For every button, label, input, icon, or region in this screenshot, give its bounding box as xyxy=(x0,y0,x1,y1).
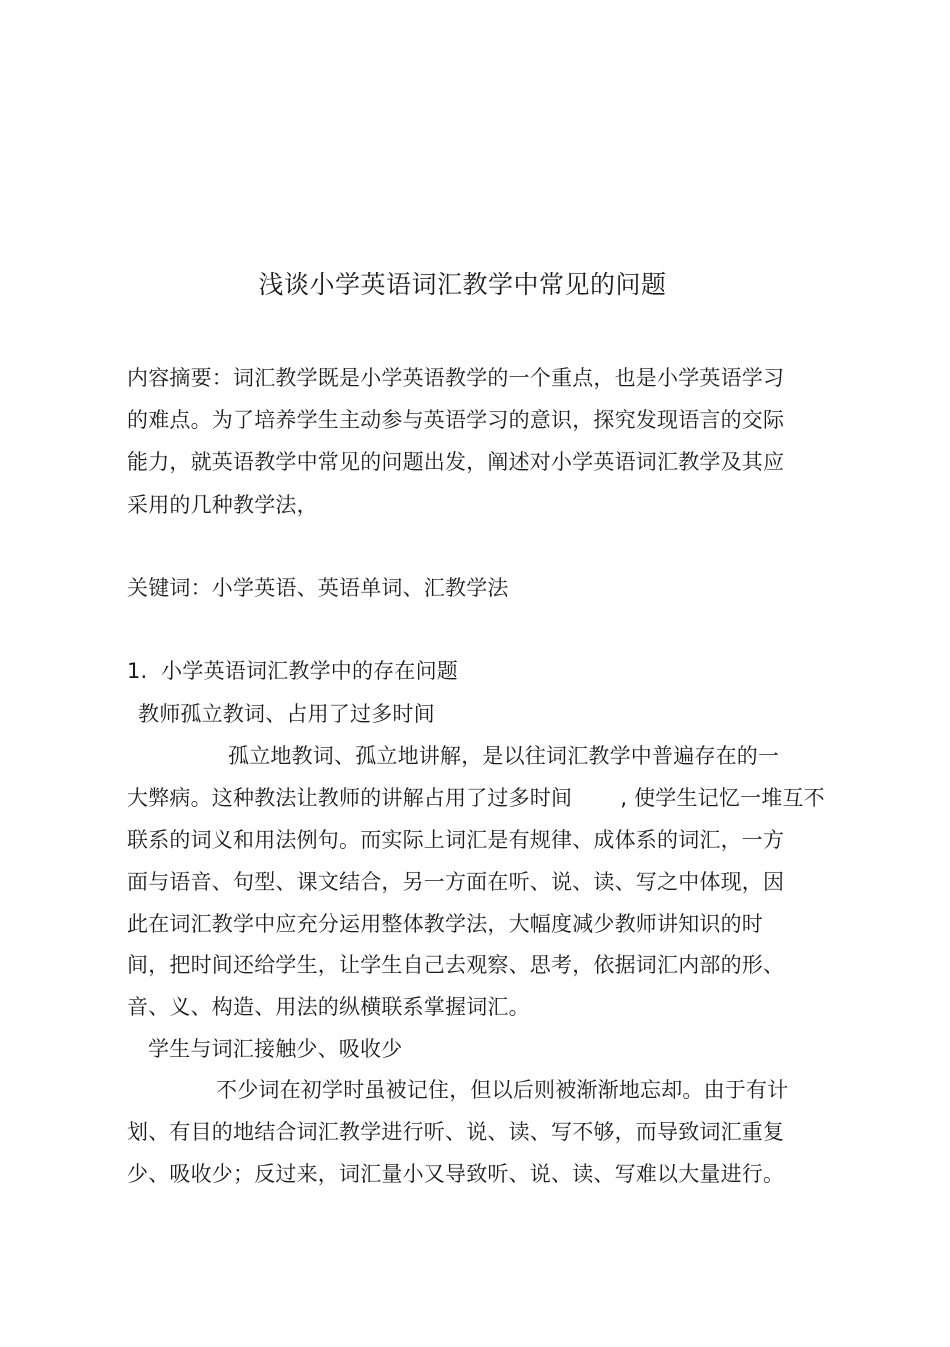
paragraph-line: 面与语音、句型、课文结合，另一方面在听、说、读、写之中体现，因 xyxy=(127,870,785,894)
subsection-heading: 教师孤立教词、占用了过多时间 xyxy=(138,702,435,726)
paragraph-line: 联系的词义和用法例句。而实际上词汇是有规律、成体系的词汇，一方 xyxy=(127,828,785,852)
abstract-line: 能力，就英语教学中常见的问题出发，阐述对小学英语词汇教学及其应 xyxy=(127,450,785,474)
paragraph-line: 音、义、构造、用法的纵横联系掌握词汇。 xyxy=(127,995,530,1019)
abstract-line: 的难点。为了培养学生主动参与英语学习的意识，探究发现语言的交际 xyxy=(127,408,785,432)
abstract-line: 内容摘要：词汇教学既是小学英语教学的一个重点，也是小学英语学习 xyxy=(127,366,785,390)
paragraph-line: 不少词在初学时虽被记住，但以后则被渐渐地忘却。由于有计 xyxy=(216,1078,789,1102)
paragraph-line: 少、吸收少；反过来，词汇量小又导致听、说、读、写难以大量进行。 xyxy=(127,1162,785,1186)
paragraph-line: 间，把时间还给学生，让学生自己去观察、思考，依据词汇内部的形、 xyxy=(127,953,785,977)
paragraph-line: 划、有目的地结合词汇教学进行听、说、读、写不够，而导致词汇重复 xyxy=(127,1120,785,1144)
paragraph-line: 大弊病。这种教法让教师的讲解占用了过多时间 , 使学生记忆一堆互不 xyxy=(127,786,825,810)
keywords-line: 关键词：小学英语、英语单词、汇教学法 xyxy=(127,576,509,600)
subsection-heading: 学生与词汇接触少、吸收少 xyxy=(148,1037,403,1061)
section-heading: 1. 小学英语词汇教学中的存在问题 xyxy=(127,659,458,683)
paragraph-line: 此在词汇教学中应充分运用整体教学法，大幅度减少教师讲知识的时 xyxy=(127,912,763,936)
abstract-line: 采用的几种教学法， xyxy=(127,493,318,517)
document-title: 浅谈小学英语词汇教学中常见的问题 xyxy=(258,270,667,299)
paragraph-line: 孤立地教词、孤立地讲解，是以往词汇教学中普遍存在的一 xyxy=(228,744,780,768)
